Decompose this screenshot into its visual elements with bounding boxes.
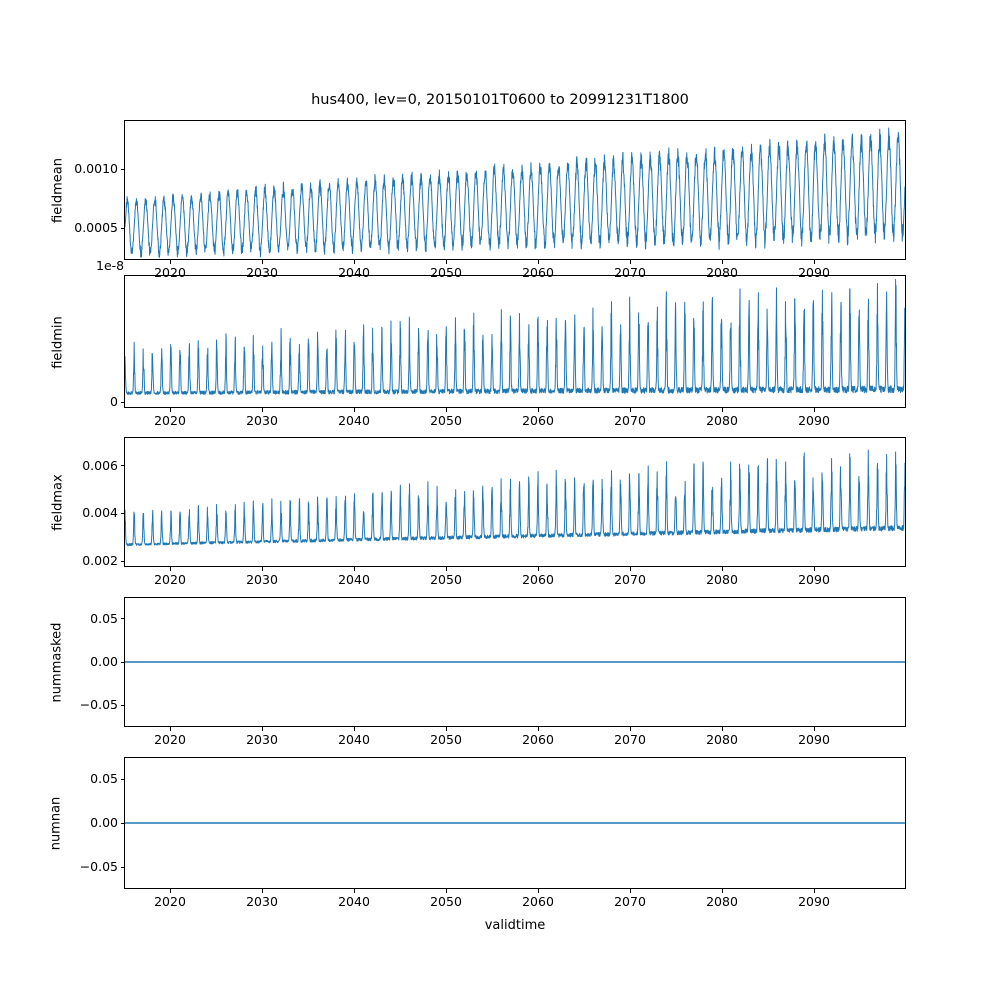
y-axis-label-fieldmean: fieldmean bbox=[50, 158, 66, 223]
y-tickmark bbox=[121, 513, 125, 514]
x-tick-label: 2070 bbox=[614, 732, 646, 747]
x-tickmark bbox=[814, 567, 815, 571]
y-tick-label: −0.05 bbox=[79, 859, 118, 874]
y-tick-label: 0.0005 bbox=[74, 220, 118, 236]
x-tickmark bbox=[354, 727, 355, 731]
x-tickmark bbox=[446, 408, 447, 412]
x-tickmark bbox=[446, 260, 447, 264]
x-tick-label: 2020 bbox=[154, 413, 186, 428]
x-tickmark bbox=[630, 260, 631, 264]
x-tickmark bbox=[170, 408, 171, 412]
y-tickmark bbox=[121, 779, 125, 780]
x-tick-label: 2020 bbox=[154, 894, 186, 909]
x-tickmark bbox=[814, 727, 815, 731]
x-tick-label: 2060 bbox=[522, 894, 554, 909]
x-tickmark bbox=[170, 727, 171, 731]
y-axis-label-fieldmin: fieldmin bbox=[50, 316, 66, 369]
x-tick-label: 2030 bbox=[246, 413, 278, 428]
x-tickmark bbox=[630, 567, 631, 571]
plot-panel-fieldmin bbox=[124, 275, 906, 408]
y-tickmark bbox=[121, 662, 125, 663]
x-tick-label: 2090 bbox=[798, 894, 830, 909]
x-tickmark bbox=[538, 727, 539, 731]
x-tick-label: 2070 bbox=[614, 894, 646, 909]
x-tickmark bbox=[630, 408, 631, 412]
x-tick-label: 2090 bbox=[798, 572, 830, 587]
x-tickmark bbox=[814, 260, 815, 264]
x-tick-label: 2070 bbox=[614, 413, 646, 428]
x-tick-label: 2050 bbox=[430, 572, 462, 587]
y-tickmark bbox=[121, 228, 125, 229]
y-tickmark bbox=[121, 867, 125, 868]
plot-panel-numnan bbox=[124, 757, 906, 889]
y-tickmark bbox=[121, 823, 125, 824]
plot-panel-fieldmax bbox=[124, 437, 906, 567]
x-tickmark bbox=[354, 260, 355, 264]
x-tickmark bbox=[354, 889, 355, 893]
x-tick-label: 2070 bbox=[614, 265, 646, 280]
x-tick-label: 2040 bbox=[338, 894, 370, 909]
y-axis-label-numnan: numnan bbox=[48, 796, 64, 851]
x-tickmark bbox=[354, 408, 355, 412]
x-tick-label: 2040 bbox=[338, 732, 370, 747]
plot-panel-nummasked bbox=[124, 597, 906, 727]
x-tickmark bbox=[446, 889, 447, 893]
x-tick-label: 2030 bbox=[246, 894, 278, 909]
y-tick-label: 0.00 bbox=[90, 654, 118, 669]
x-tickmark bbox=[262, 889, 263, 893]
y-tick-label: 0.006 bbox=[82, 457, 118, 473]
x-tick-label: 2060 bbox=[522, 732, 554, 747]
x-tick-label: 2050 bbox=[430, 413, 462, 428]
x-tickmark bbox=[538, 260, 539, 264]
x-tickmark bbox=[722, 260, 723, 264]
y-tick-label: 0.002 bbox=[82, 553, 118, 569]
y-tick-label: −0.05 bbox=[79, 697, 118, 713]
data-line-fieldmean bbox=[125, 128, 905, 257]
x-tick-label: 2090 bbox=[798, 732, 830, 747]
x-tick-label: 2030 bbox=[246, 265, 278, 280]
x-tickmark bbox=[722, 889, 723, 893]
data-line-fieldmin bbox=[125, 280, 905, 395]
x-tick-label: 2050 bbox=[430, 265, 462, 280]
y-axis-offset-fieldmin: 1e-8 bbox=[96, 258, 125, 273]
y-tick-label: 0.0010 bbox=[74, 161, 118, 177]
x-tick-label: 2050 bbox=[430, 732, 462, 747]
x-tick-label: 2070 bbox=[614, 572, 646, 587]
x-tickmark bbox=[538, 567, 539, 571]
x-tick-label: 2080 bbox=[706, 894, 738, 909]
y-tickmark bbox=[121, 618, 125, 619]
y-tick-label: 0.05 bbox=[90, 771, 118, 786]
x-tick-label: 2030 bbox=[246, 732, 278, 747]
chart-title: hus400, lev=0, 20150101T0600 to 20991231T1800 bbox=[311, 92, 689, 108]
x-tick-label: 2040 bbox=[338, 572, 370, 587]
x-tick-label: 2050 bbox=[430, 894, 462, 909]
x-tickmark bbox=[722, 727, 723, 731]
y-tick-label: 0 bbox=[110, 394, 118, 410]
x-tickmark bbox=[722, 408, 723, 412]
x-tickmark bbox=[262, 567, 263, 571]
x-tick-label: 2060 bbox=[522, 413, 554, 428]
y-axis-label-fieldmax: fieldmax bbox=[50, 474, 66, 531]
y-tickmark bbox=[121, 169, 125, 170]
x-tick-label: 2030 bbox=[246, 572, 278, 587]
x-tickmark bbox=[354, 567, 355, 571]
y-axis-label-nummasked: nummasked bbox=[49, 622, 65, 703]
x-tickmark bbox=[170, 567, 171, 571]
x-tick-label: 2060 bbox=[522, 265, 554, 280]
y-tickmark bbox=[121, 705, 125, 706]
x-tickmark bbox=[170, 260, 171, 264]
y-tickmark bbox=[121, 402, 125, 403]
x-tick-label: 2080 bbox=[706, 572, 738, 587]
x-tick-label: 2020 bbox=[154, 572, 186, 587]
x-tick-label: 2090 bbox=[798, 265, 830, 280]
x-tickmark bbox=[262, 260, 263, 264]
x-tickmark bbox=[722, 567, 723, 571]
x-tick-label: 2020 bbox=[154, 265, 186, 280]
x-tickmark bbox=[170, 889, 171, 893]
x-tick-label: 2080 bbox=[706, 413, 738, 428]
x-tickmark bbox=[814, 408, 815, 412]
x-tick-label: 2080 bbox=[706, 732, 738, 747]
x-tickmark bbox=[446, 567, 447, 571]
plot-panel-fieldmean bbox=[124, 120, 906, 260]
x-tick-label: 2040 bbox=[338, 265, 370, 280]
y-tickmark bbox=[121, 561, 125, 562]
x-tick-label: 2040 bbox=[338, 413, 370, 428]
x-tickmark bbox=[262, 408, 263, 412]
x-tickmark bbox=[814, 889, 815, 893]
y-tick-label: 0.00 bbox=[90, 815, 118, 830]
x-tick-label: 2080 bbox=[706, 265, 738, 280]
x-tickmark bbox=[262, 727, 263, 731]
x-tickmark bbox=[538, 889, 539, 893]
x-tick-label: 2090 bbox=[798, 413, 830, 428]
y-tickmark bbox=[121, 465, 125, 466]
x-tickmark bbox=[630, 727, 631, 731]
x-axis-label: validtime bbox=[484, 918, 546, 933]
x-tickmark bbox=[630, 889, 631, 893]
y-tick-label: 0.05 bbox=[90, 610, 118, 626]
x-tickmark bbox=[446, 727, 447, 731]
y-tick-label: 0.004 bbox=[82, 505, 118, 521]
x-tick-label: 2060 bbox=[522, 572, 554, 587]
x-tick-label: 2020 bbox=[154, 732, 186, 747]
data-line-fieldmax bbox=[125, 450, 905, 546]
x-tickmark bbox=[538, 408, 539, 412]
